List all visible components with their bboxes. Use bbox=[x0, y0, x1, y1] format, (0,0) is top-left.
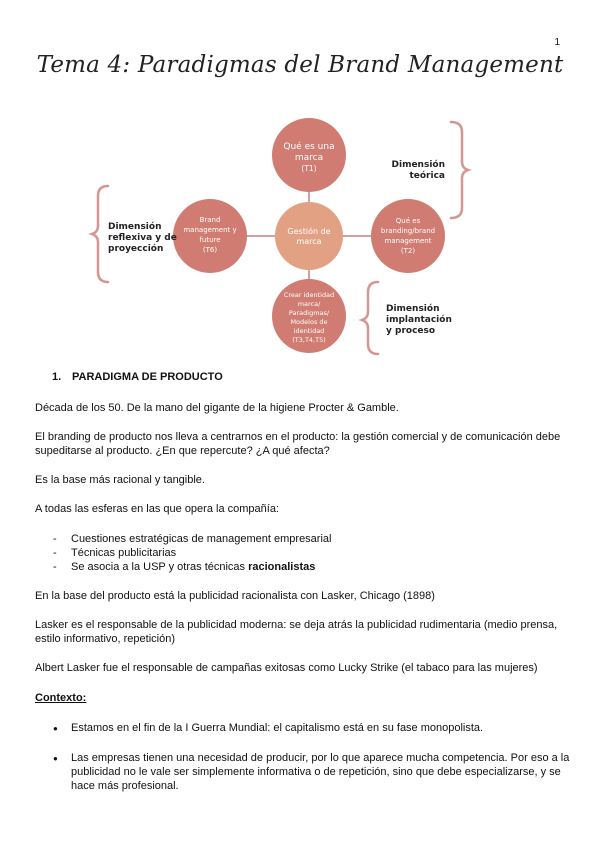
bottom-line6: (T3,T4,T5) bbox=[292, 336, 326, 344]
bottom-line4: Modelos de bbox=[290, 318, 328, 326]
dim-teorica-line1: Dimensión bbox=[391, 160, 445, 170]
section-number: 1. bbox=[52, 371, 62, 383]
right-line4: (T2) bbox=[400, 247, 416, 255]
paragraph-decada: Década de los 50. De la mano del gigante de la higiene Procter & Gamble. bbox=[35, 402, 399, 414]
dash-item: - Cuestiones estratégicas de management empresarial bbox=[53, 532, 331, 546]
dim-reflexiva-line2: reflexiva y de bbox=[108, 233, 177, 243]
dim-reflexiva-line3: proyección bbox=[108, 244, 164, 254]
paragraph-base: Es la base más racional y tangible. bbox=[35, 474, 205, 486]
section-heading bbox=[52, 370, 223, 384]
bullet-list bbox=[53, 721, 570, 735]
bracket-teorica bbox=[451, 122, 468, 218]
section-title: PARADIGMA DE PRODUCTO bbox=[72, 371, 223, 383]
left-line1: Brand bbox=[199, 216, 221, 224]
bullet-item: ● Estamos en el fin de la I Guerra Mundial: el capitalismo está en su fase monopolista. bbox=[53, 721, 570, 735]
bottom-line2: marca/ bbox=[297, 300, 321, 308]
right-line2: branding/brand bbox=[380, 227, 436, 235]
dash-item-bold: racionalistas bbox=[248, 561, 316, 573]
paragraph-albert-lasker: Albert Lasker fue el responsable de campañas exitosas como Lucky Strike (el tabaco para las mujeres) bbox=[35, 662, 538, 674]
dash-item bbox=[53, 560, 331, 574]
center-line2: marca bbox=[296, 237, 322, 246]
contexto-heading: Contexto: bbox=[35, 692, 87, 704]
paragraph-branding: El branding de producto nos lleva a centrarnos en el producto: la gestión comercial y de comunicación debe supeditarse al producto. ¿En que repercute? ¿A qué afecta? bbox=[35, 431, 561, 457]
left-line2: management y bbox=[183, 226, 237, 234]
dash-item-text: Se asocia a la USP y otras técnicas bbox=[71, 561, 249, 573]
bottom-line3: Paradigmas/ bbox=[288, 309, 330, 317]
dim-implantacion-line3: y proceso bbox=[386, 326, 436, 336]
left-line4: (T6) bbox=[202, 246, 218, 254]
dim-implantacion-line2: implantación bbox=[386, 315, 452, 325]
circle-center bbox=[275, 202, 343, 270]
page-title: Tema 4: Paradigmas del Brand Management bbox=[36, 52, 564, 78]
bullet-item: ● Las empresas tienen una necesidad de producir, por lo que aparece mucha competencia. Por eso a la publicidad no le vale ser simplemente informativa o de repetición, sino que debe especializarse, y se hace más profesional. bbox=[53, 751, 570, 793]
paragraph-esferas: A todas las esferas en las que opera la compañía: bbox=[35, 503, 279, 515]
right-line1: Qué es bbox=[395, 217, 421, 225]
bracket-reflexiva bbox=[92, 186, 108, 282]
dim-reflexiva-line1: Dimensión bbox=[108, 222, 162, 232]
bottom-line1: Crear identidad bbox=[283, 291, 335, 299]
circle-right bbox=[371, 199, 445, 273]
bracket-implantacion bbox=[362, 282, 378, 354]
paragraph-lasker-base: En la base del producto está la publicidad racionalista con Lasker, Chicago (1898) bbox=[35, 590, 435, 602]
dash-list bbox=[53, 532, 331, 574]
top-line2: marca bbox=[294, 153, 324, 163]
left-line3: future bbox=[199, 236, 221, 244]
top-line3: (T1) bbox=[301, 164, 317, 173]
bottom-line5: identidad bbox=[293, 327, 325, 335]
bullet-list bbox=[53, 751, 570, 793]
dash-item: - Técnicas publicitarias bbox=[53, 546, 331, 560]
page-number: 1 bbox=[554, 37, 560, 48]
brand-management-diagram bbox=[0, 0, 600, 370]
paragraph-lasker-responsable: Lasker es el responsable de la publicidad moderna: se deja atrás la publicidad rudimentaria (medio prensa, estilo informativo, repetición) bbox=[35, 619, 558, 645]
top-line1: Qué es una bbox=[283, 142, 335, 152]
dim-implantacion-line1: Dimensión bbox=[386, 304, 440, 314]
right-line3: management bbox=[384, 237, 432, 245]
center-line1: Gestión de bbox=[287, 227, 331, 236]
dim-teorica-line2: teórica bbox=[409, 171, 445, 181]
